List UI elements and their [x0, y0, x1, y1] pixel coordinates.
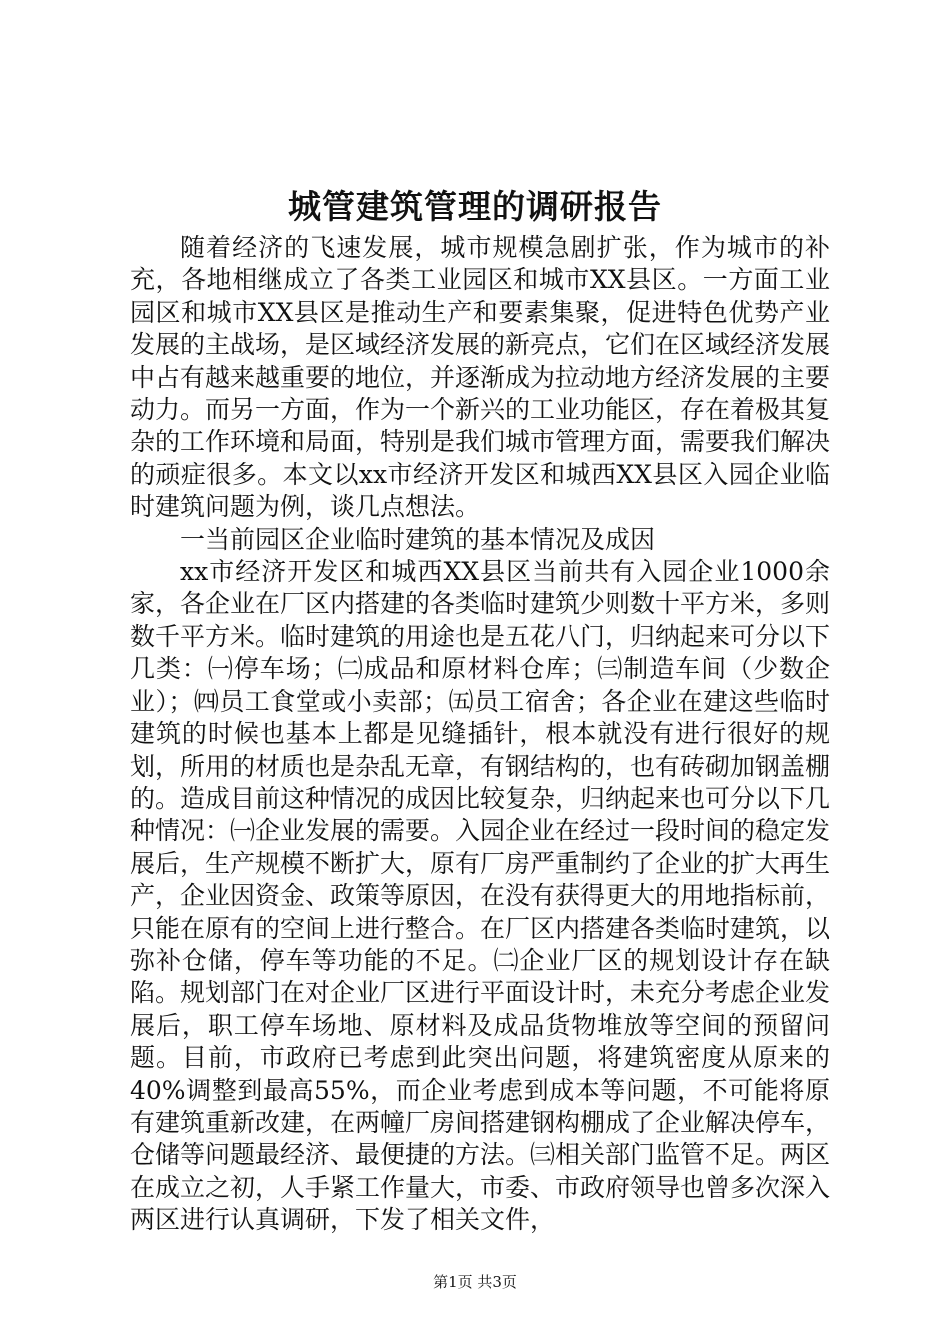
paragraph-situation: xx市经济开发区和城西XX县区当前共有入园企业1000余家，各企业在厂区内搭建的各类临时建筑少则数十平方米，多则数千平方米。临时建筑的用途也是五花八门，归纳起来可分以下几类：㈠停车场；㈡成品和原材料仓库；㈢制造车间（少数企业）；㈣员工食堂或小卖部；㈤员工宿舍；各企业在建这些临时建筑的时候也基本上都是见缝插针，根本就没有进行很好的规划，所用的材质也是杂乱无章，有钢结构的，也有砖砌加钢盖棚的。造成目前这种情况的成因比较复杂，归纳起来也可分以下几种情况：㈠企业发展的需要。入园企业在经过一段时间的稳定发展后，生产规模不断扩大，原有厂房严重制约了企业的扩大再生产，企业因资金、政策等原因，在没有获得更大的用地指标前，只能在原有的空间上进行整合。在厂区内搭建各类临时建筑，以弥补仓储，停车等功能的不足。㈡企业厂区的规划设计存在缺陷。规划部门在对企业厂区进行平面设计时，未充分考虑企业发展后，职工停车场地、原材料及成品货物堆放等空间的预留问题。目前，市政府已考虑到此突出问题，将建筑密度从原来的40%调整到最高55%，而企业考虑到成本等问题，不可能将原有建筑重新改建，在两幢厂房间搭建钢构棚成了企业解决停车，仓储等问题最经济、最便捷的方法。㈢相关部门监管不足。两区在成立之初，人手紧工作量大，市委、市政府领导也曾多次深入两区进行认真调研，下发了相关文件， [130, 557, 831, 1235]
section-heading: 一当前园区企业临时建筑的基本情况及成因 [180, 524, 656, 554]
paragraph-intro: 随着经济的飞速发展，城市规模急剧扩张，作为城市的补充，各地相继成立了各类工业园区和城市XX县区。一方面工业园区和城市XX县区是推动生产和要素集聚，促进特色优势产业发展的主战场，是区域经济发展的新亮点，它们在区域经济发展中占有越来越重要的地位，并逐渐成为拉动地方经济发展的主要动力。而另一方面，作为一个新兴的工业功能区，存在着极其复杂的工作环境和局面，特别是我们城市管理方面，需要我们解决的顽症很多。本文以xx市经济开发区和城西XX县区入园企业临时建筑问题为例，谈几点想法。 [130, 233, 831, 522]
page-number-footer: 第1页 共3页 [433, 1273, 517, 1291]
document-body [130, 232, 830, 1237]
document-title: 城管建筑管理的调研报告 [288, 187, 662, 226]
